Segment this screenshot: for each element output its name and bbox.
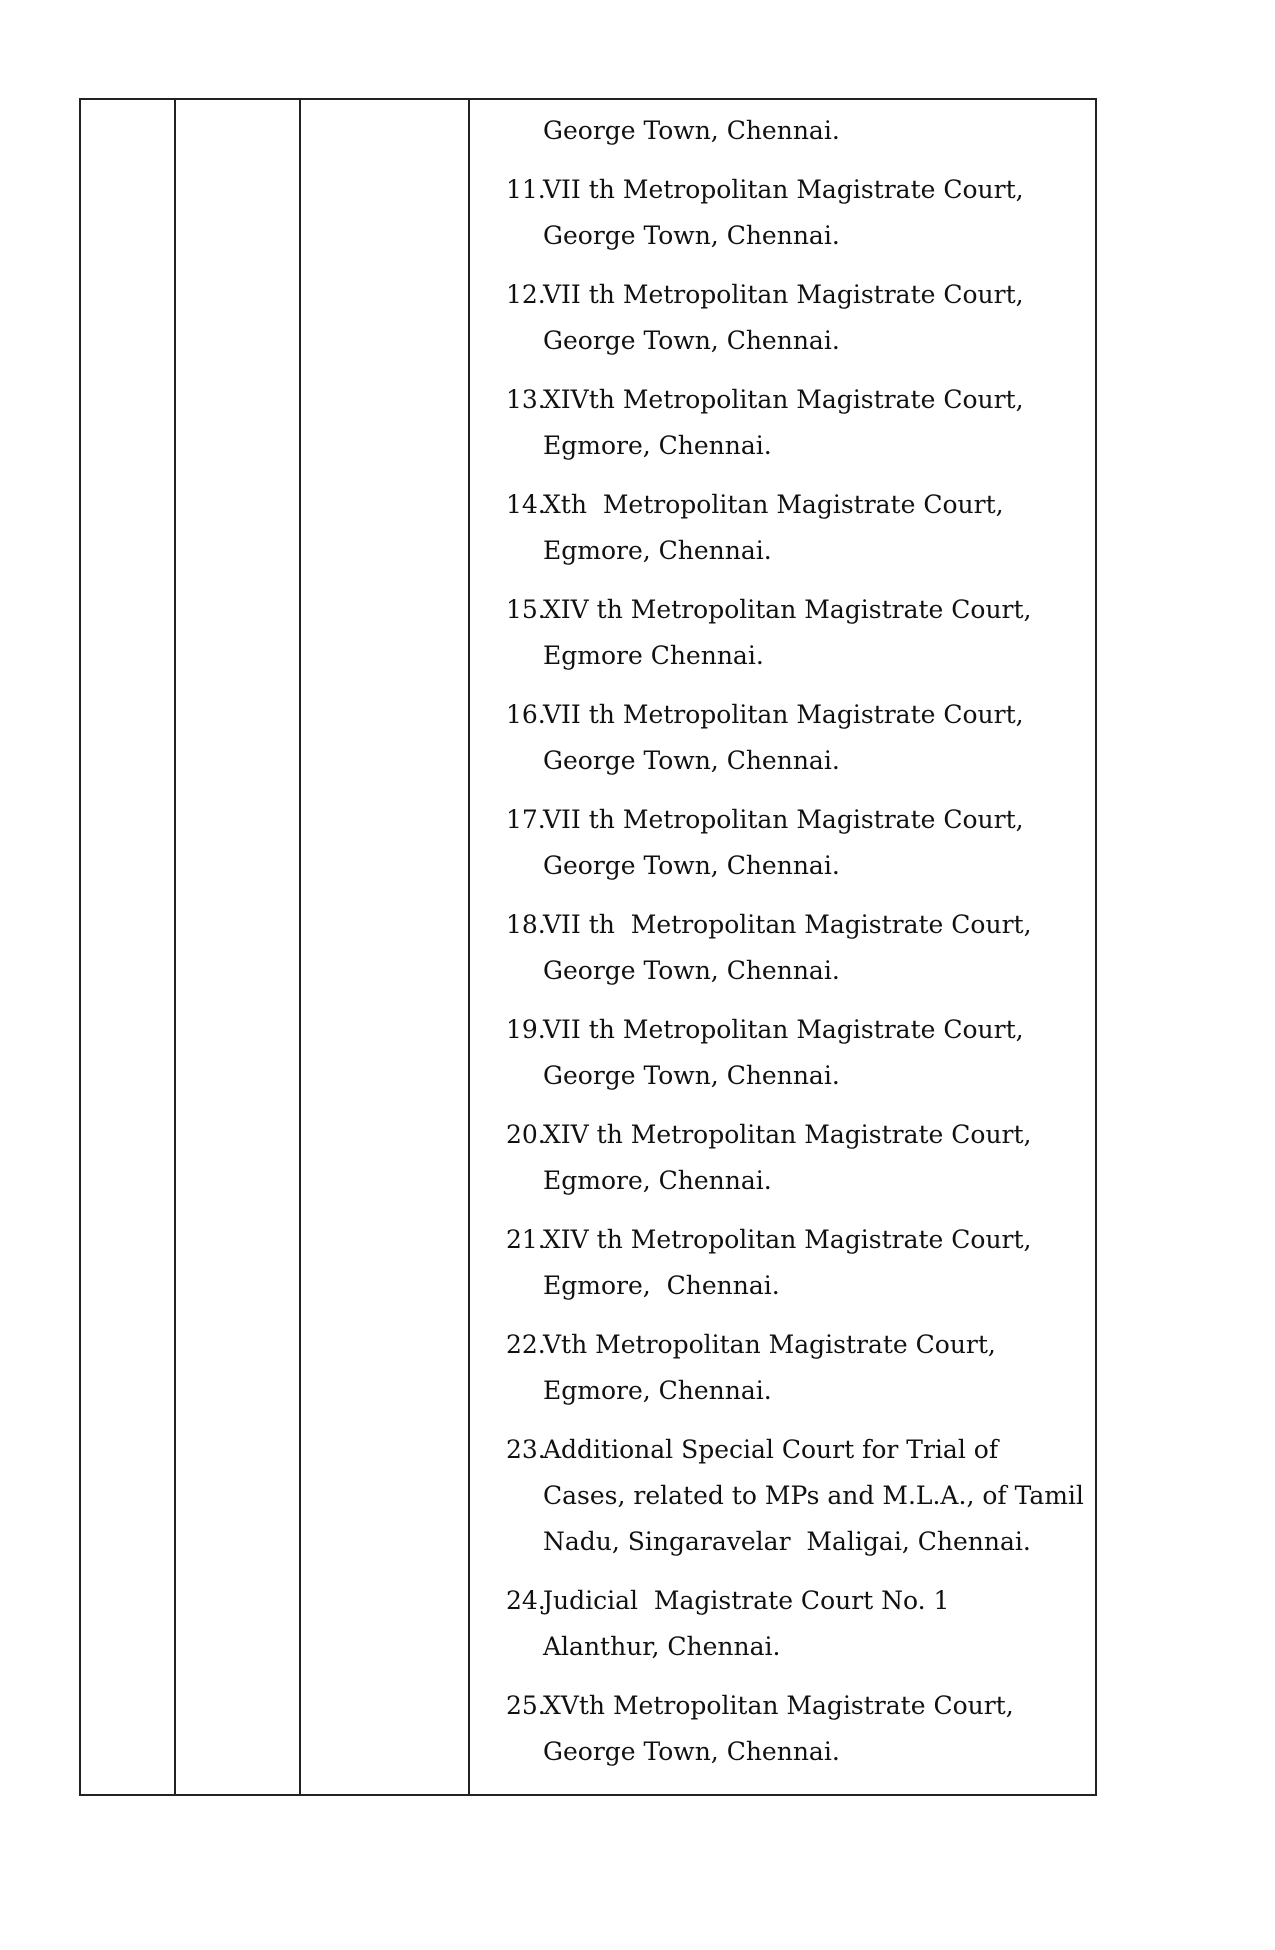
court-location: George Town, Chennai. (543, 746, 840, 775)
court-name: XIV th Metropolitan Magistrate Court, (543, 1225, 1032, 1254)
column-divider-1 (174, 100, 176, 1794)
court-location: Nadu, Singaravelar Maligai, Chennai. (543, 1527, 1031, 1556)
court-name: Judicial Magistrate Court No. 1 (543, 1586, 950, 1615)
item-number: 13. (506, 385, 546, 414)
list-item (471, 1427, 1095, 1565)
list-item (471, 167, 1095, 259)
list-item (471, 1217, 1095, 1309)
court-name: VII th Metropolitan Magistrate Court, (543, 805, 1024, 834)
list-item (471, 1007, 1095, 1099)
list-item (471, 692, 1095, 784)
list-item (471, 377, 1095, 469)
court-location: George Town, Chennai. (543, 326, 840, 355)
court-location: George Town, Chennai. (543, 956, 840, 985)
court-location: Egmore, Chennai. (543, 431, 772, 460)
list-item (471, 1578, 1095, 1670)
court-name: XIV th Metropolitan Magistrate Court, (543, 595, 1032, 624)
list-item (471, 272, 1095, 364)
court-location: George Town, Chennai. (543, 1737, 840, 1766)
item-number: 19. (506, 1015, 546, 1044)
list-item (471, 1683, 1095, 1775)
court-name: XIVth Metropolitan Magistrate Court, (543, 385, 1024, 414)
item-number: 21. (506, 1225, 546, 1254)
court-location: George Town, Chennai. (543, 851, 840, 880)
list-item (471, 902, 1095, 994)
court-name: VII th Metropolitan Magistrate Court, (543, 1015, 1024, 1044)
item-number: 17. (506, 805, 546, 834)
court-list-table (79, 98, 1097, 1796)
item-number: 22. (506, 1330, 546, 1359)
court-location: Egmore, Chennai. (543, 1166, 772, 1195)
court-name: Vth Metropolitan Magistrate Court, (543, 1330, 996, 1359)
list-item (471, 1112, 1095, 1204)
court-location: Egmore, Chennai. (543, 536, 772, 565)
item-number: 20. (506, 1120, 546, 1149)
continuation-line: George Town, Chennai. (543, 116, 840, 145)
court-location: Alanthur, Chennai. (543, 1632, 781, 1661)
item-number: 12. (506, 280, 546, 309)
court-name: XIV th Metropolitan Magistrate Court, (543, 1120, 1032, 1149)
court-location: Egmore, Chennai. (543, 1271, 780, 1300)
court-name: VII th Metropolitan Magistrate Court, (543, 910, 1032, 939)
column-divider-2 (299, 100, 301, 1794)
list-item (471, 482, 1095, 574)
item-number: 24. (506, 1586, 546, 1615)
court-location: Egmore Chennai. (543, 641, 764, 670)
item-number: 15. (506, 595, 546, 624)
court-name: Additional Special Court for Trial of (543, 1435, 999, 1464)
court-name: XVth Metropolitan Magistrate Court, (543, 1691, 1014, 1720)
court-list-cell (471, 100, 1095, 1794)
court-location: Cases, related to MPs and M.L.A., of Tamil (543, 1481, 1084, 1510)
list-item (471, 1322, 1095, 1414)
court-name: VII th Metropolitan Magistrate Court, (543, 700, 1024, 729)
court-location: George Town, Chennai. (543, 1061, 840, 1090)
court-name: VII th Metropolitan Magistrate Court, (543, 280, 1024, 309)
item-number: 16. (506, 700, 546, 729)
list-item (471, 797, 1095, 889)
column-divider-3 (468, 100, 470, 1794)
item-number: 23. (506, 1435, 546, 1464)
item-number: 18. (506, 910, 546, 939)
list-item (471, 587, 1095, 679)
item-number: 14. (506, 490, 546, 519)
item-number: 11. (506, 175, 546, 204)
court-name: VII th Metropolitan Magistrate Court, (543, 175, 1024, 204)
item-number: 25. (506, 1691, 546, 1720)
court-name: Xth Metropolitan Magistrate Court, (543, 490, 1004, 519)
court-location: Egmore, Chennai. (543, 1376, 772, 1405)
court-location: George Town, Chennai. (543, 221, 840, 250)
